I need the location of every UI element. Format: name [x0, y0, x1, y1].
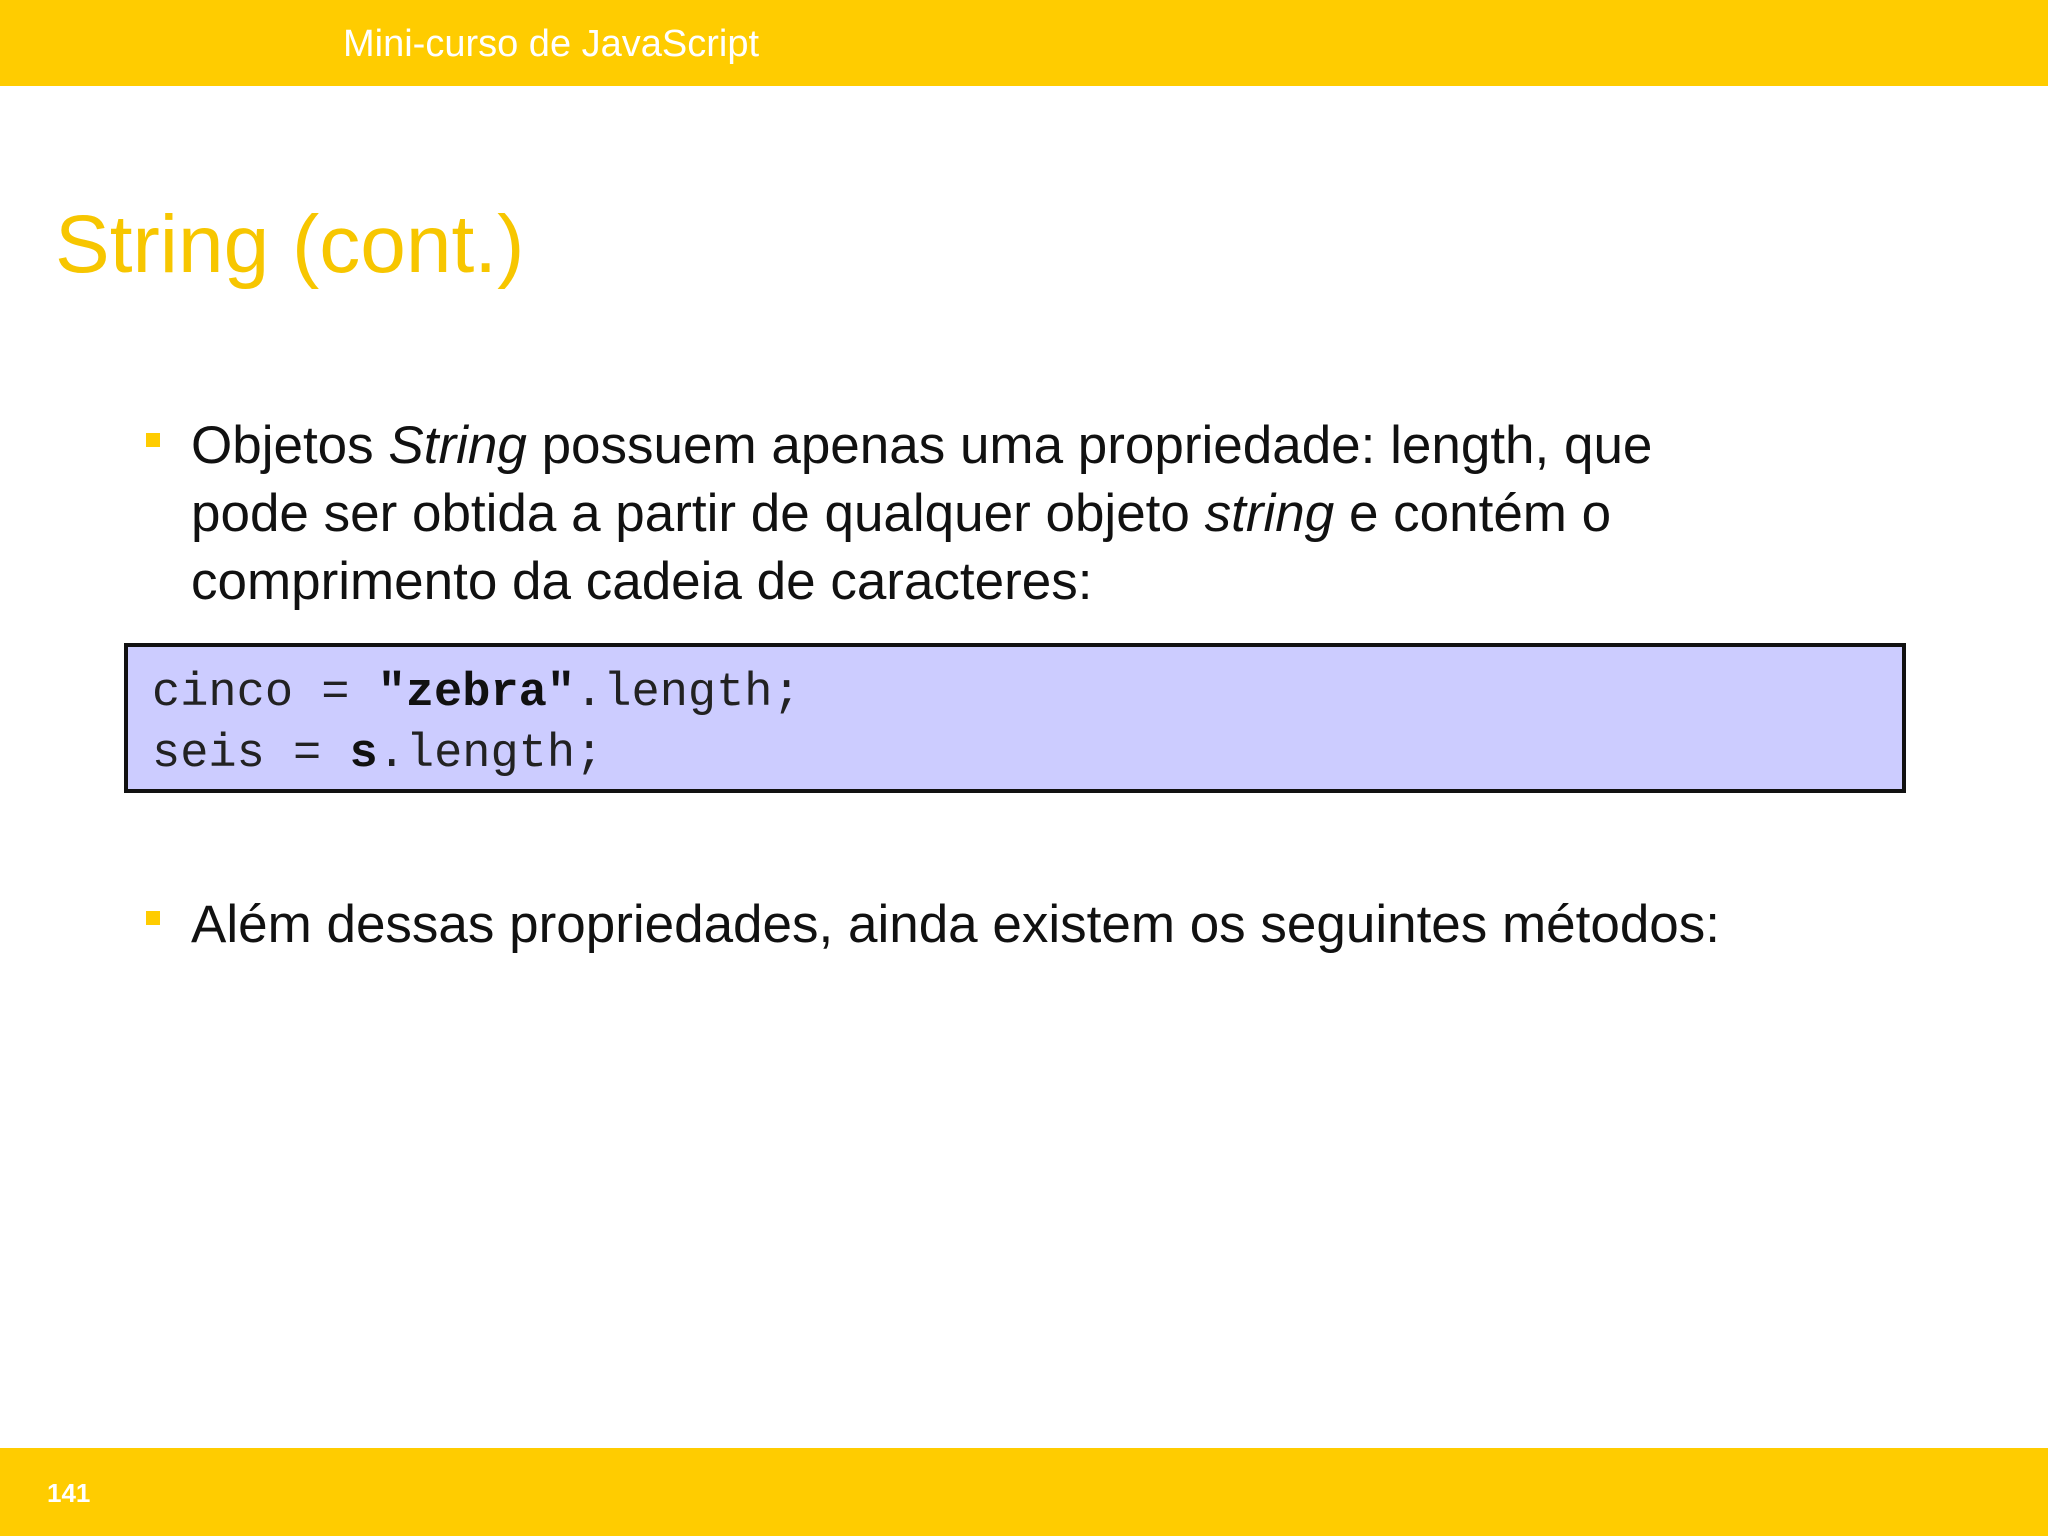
code-example-box	[124, 643, 1906, 793]
page-number: 141	[47, 1478, 91, 1508]
bullet-line-3: comprimento da cadeia de caracteres:	[191, 552, 1093, 611]
code-line-1: cinco = "zebra".length;	[152, 667, 801, 720]
bullet-text-methods	[191, 891, 1720, 959]
course-title: Mini-curso de JavaScript	[343, 23, 760, 65]
bullet-text-length-property	[191, 412, 1652, 616]
bullet-line-2: pode ser obtida a partir de qualquer objeto string e contém o	[191, 484, 1612, 543]
bullet-line-1: Objetos String possuem apenas uma propriedade: length, que	[191, 416, 1653, 475]
bullet-marker-icon	[146, 433, 160, 447]
bullet-line: Além dessas propriedades, ainda existem os seguintes métodos:	[191, 895, 1721, 954]
header-bar	[0, 0, 2048, 86]
code-line-2: seis = s.length;	[152, 728, 604, 781]
bullet-marker-icon	[146, 911, 160, 925]
slide-title: String (cont.)	[55, 199, 525, 290]
footer-bar	[0, 1448, 2048, 1536]
